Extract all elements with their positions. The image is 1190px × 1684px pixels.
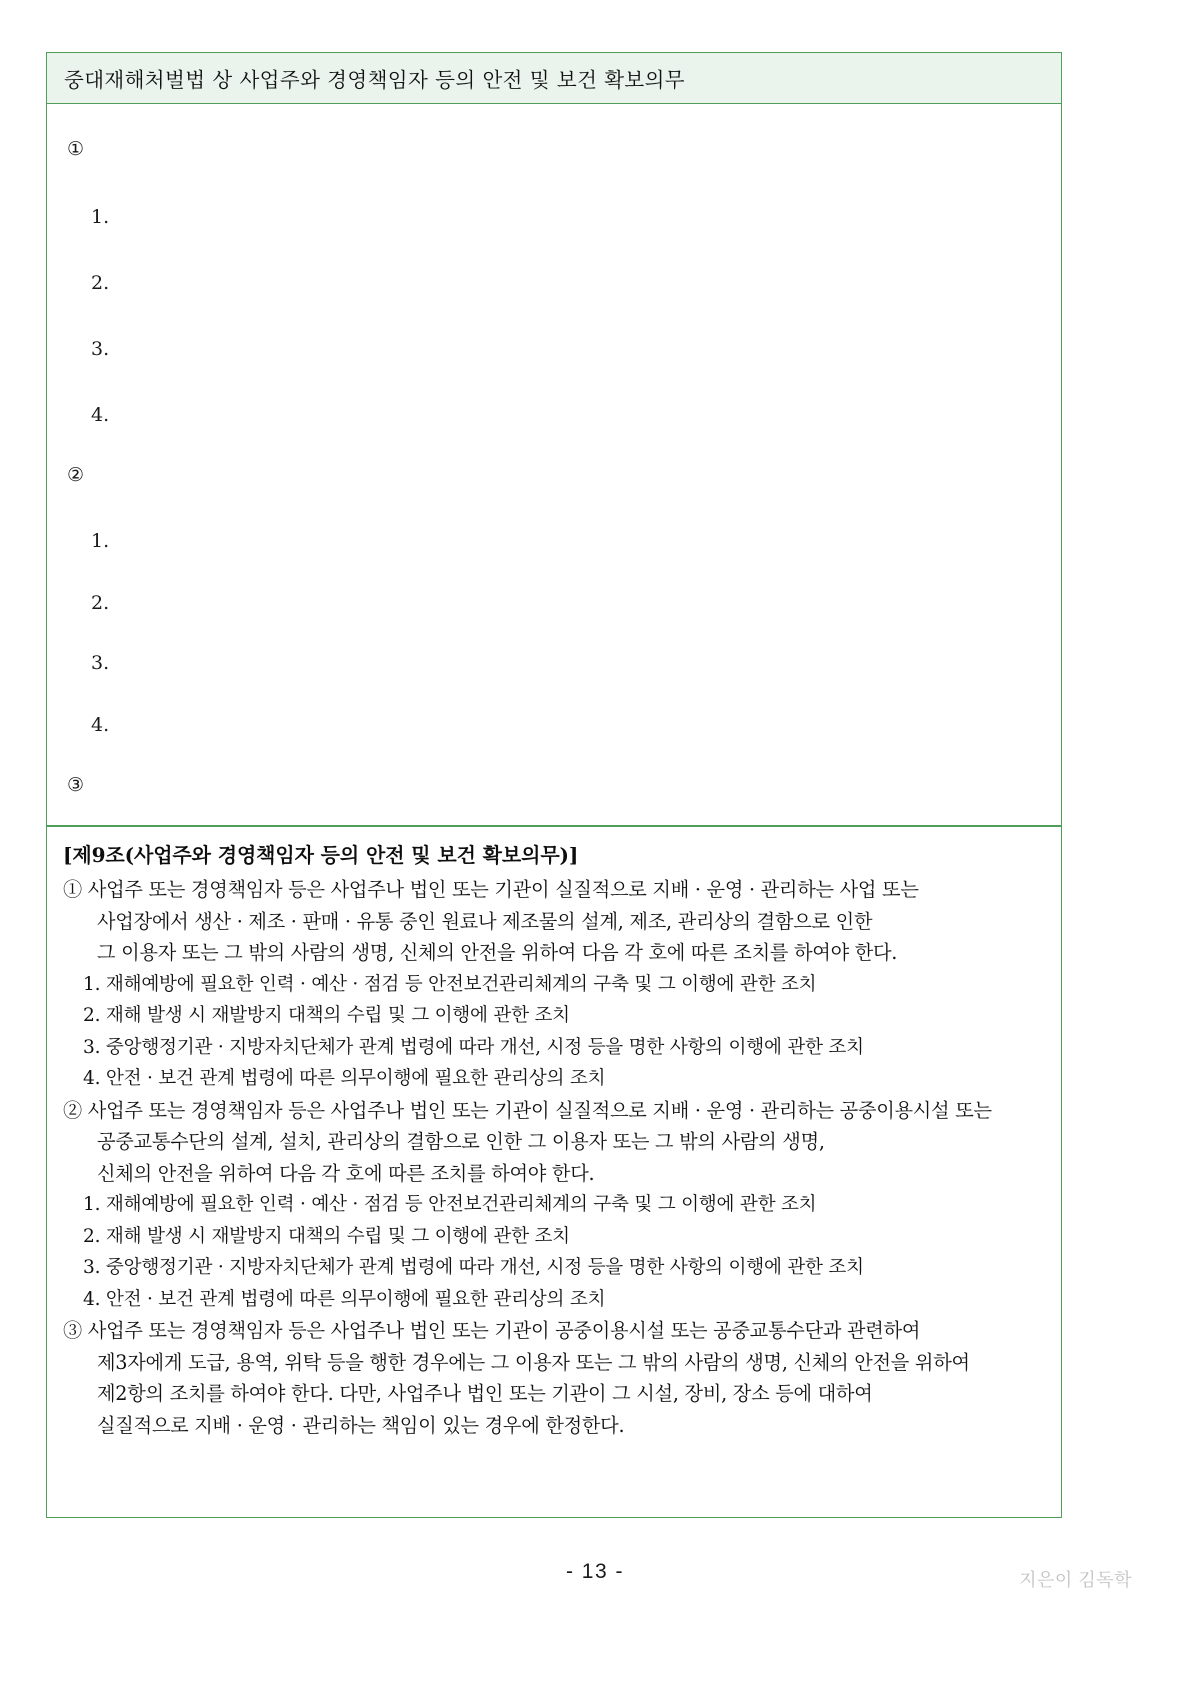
law-sub-item: 3. 중앙행정기관 · 지방자치단체가 관계 법령에 따라 개선, 시정 등을 명한 사항의 이행에 관한 조치 xyxy=(83,1257,864,1278)
law-clause-line: 신체의 안전을 위하여 다음 각 호에 따른 조치를 하여야 한다. xyxy=(97,1161,595,1185)
law-sub-item: 2. 재해 발생 시 재발방지 대책의 수립 및 그 이행에 관한 조치 xyxy=(83,1005,570,1026)
law-clause-line: 제3자에게 도급, 용역, 위탁 등을 행한 경우에는 그 이용자 또는 그 밖의 사람의 생명, 신체의 안전을 위하여 xyxy=(97,1350,970,1374)
law-clause-line: 그 이용자 또는 그 밖의 사람의 생명, 신체의 안전을 위하여 다음 각 호에 따른 조치를 하여야 한다. xyxy=(97,941,898,964)
law-sub-item: 4. 안전 · 보건 관계 법령에 따른 의무이행에 필요한 관리상의 조치 xyxy=(83,1068,606,1089)
law-sub-item: 1. 재해예방에 필요한 인력 · 예산 · 점검 등 안전보건관리체계의 구축 및 그 이행에 관한 조치 xyxy=(83,973,817,995)
page-number: - 13 - xyxy=(565,1560,624,1583)
worksheet-item-marker: 3. xyxy=(91,338,110,360)
law-clause-line: ② 사업주 또는 경영책임자 등은 사업주나 법인 또는 기관이 실질적으로 지배 · 운영 · 관리하는 공중이용시설 또는 xyxy=(63,1098,992,1122)
page-footer xyxy=(0,1560,1190,1620)
worksheet-clause-marker: ③ xyxy=(67,774,85,796)
title-box xyxy=(46,52,1062,104)
law-clause-line: 제2항의 조치를 하여야 한다. 다만, 사업주나 법인 또는 기관이 그 시설, 장비, 장소 등에 대하여 xyxy=(97,1382,873,1405)
law-sub-item: 3. 중앙행정기관 · 지방자치단체가 관계 법령에 따라 개선, 시정 등을 명한 사항의 이행에 관한 조치 xyxy=(83,1036,864,1058)
author-credit: 지은이 김독학 xyxy=(1019,1570,1132,1590)
worksheet-item-marker: 1. xyxy=(91,206,110,228)
law-clause-line: 사업장에서 생산 · 제조 · 판매 · 유통 중인 원료나 제조물의 설계, 제조, 관리상의 결함으로 인한 xyxy=(97,909,873,933)
law-clause-line: 실질적으로 지배 · 운영 · 관리하는 책임이 있는 경우에 한정한다. xyxy=(97,1413,625,1437)
worksheet-item-marker: 2. xyxy=(91,592,110,614)
law-sub-item: 4. 안전 · 보건 관계 법령에 따른 의무이행에 필요한 관리상의 조치 xyxy=(83,1288,606,1310)
law-sub-item: 1. 재해예방에 필요한 인력 · 예산 · 점검 등 안전보건관리체계의 구축 및 그 이행에 관한 조치 xyxy=(83,1194,817,1215)
worksheet-item-marker: 4. xyxy=(91,714,110,736)
law-article-heading: [제9조(사업주와 경영책임자 등의 안전 및 보건 확보의무)] xyxy=(63,843,579,867)
worksheet-clause-marker: ① xyxy=(67,138,85,160)
law-clause-line: 공중교통수단의 설계, 설치, 관리상의 결함으로 인한 그 이용자 또는 그 밖의 사람의 생명, xyxy=(97,1130,825,1153)
law-sub-item: 2. 재해 발생 시 재발방지 대책의 수립 및 그 이행에 관한 조치 xyxy=(83,1225,570,1247)
page-title: 중대재해처벌법 상 사업주와 경영책임자 등의 안전 및 보건 확보의무 xyxy=(64,68,686,92)
worksheet-blank-area xyxy=(46,104,1062,826)
worksheet-item-marker: 1. xyxy=(91,530,110,552)
law-reference-box xyxy=(46,826,1062,1518)
worksheet-item-marker: 4. xyxy=(91,404,110,426)
worksheet-item-marker: 3. xyxy=(91,652,110,674)
law-clause-line: ③ 사업주 또는 경영책임자 등은 사업주나 법인 또는 기관이 공중이용시설 또는 공중교통수단과 관련하여 xyxy=(63,1319,921,1342)
worksheet-item-marker: 2. xyxy=(91,272,110,294)
worksheet-clause-marker: ② xyxy=(67,464,85,486)
law-article-body xyxy=(61,874,1047,1441)
law-clause-line: ① 사업주 또는 경영책임자 등은 사업주나 법인 또는 기관이 실질적으로 지배 · 운영 · 관리하는 사업 또는 xyxy=(63,878,919,901)
